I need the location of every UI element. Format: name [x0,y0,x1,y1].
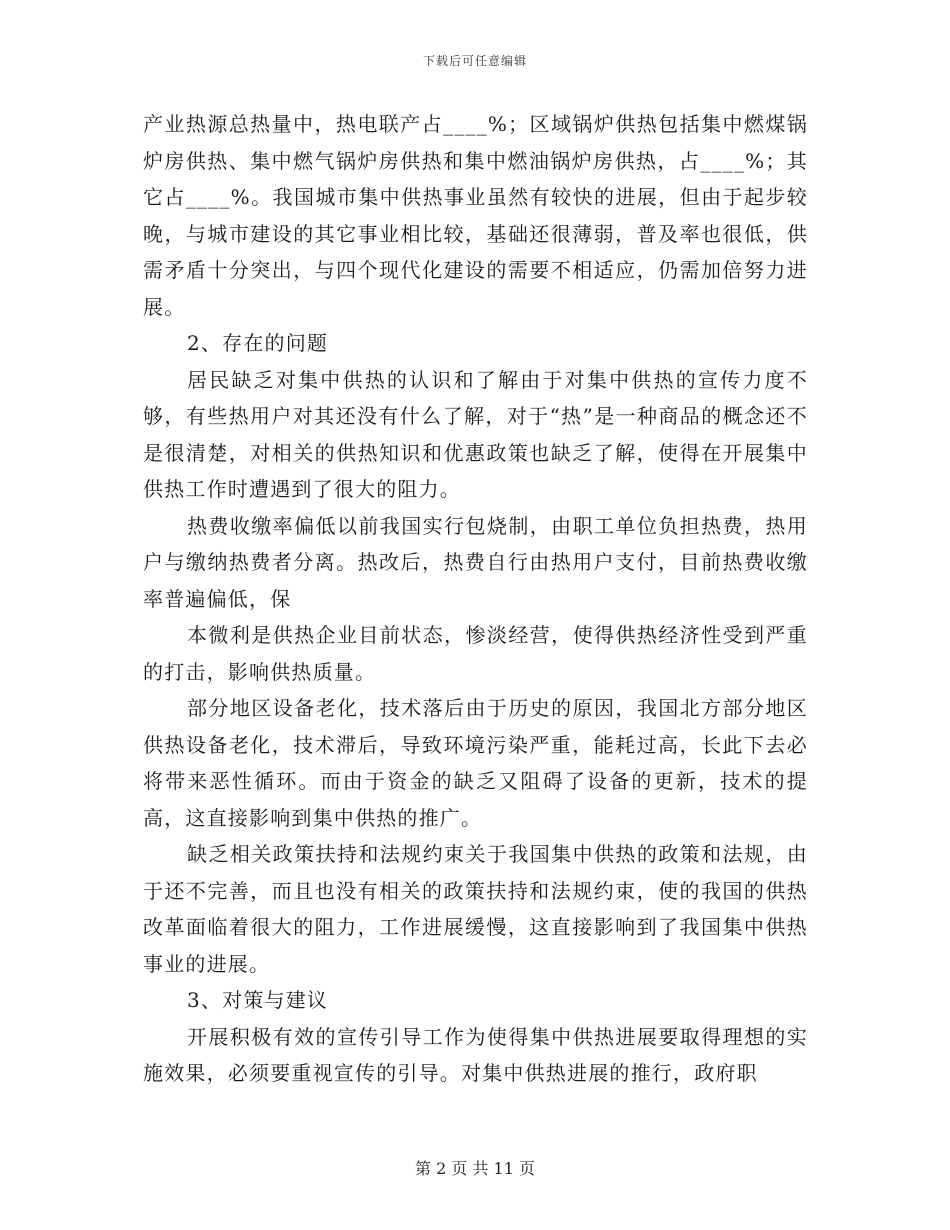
paragraph-low-profit: 本微利是供热企业目前状态，惨淡经营，使得供热经济性受到严重的打击，影响供热质量。 [143,623,808,684]
paragraph-heat-source-share: 产业热源总热量中，热电联产占____%；区域锅炉供热包括集中燃煤锅炉房供热、集中燃气锅炉房供热和集中燃油锅炉房供热，占____%；其它占____%。我国城市集中供热事业虽然有较快的进展，但由于起步较晚，与城市建设的其它事业相比较，基础还很薄弱，普及率也很低，供需矛盾十分突出，与四个现代化建设的需要不相适应，仍需加倍努力进展。 [143,112,808,319]
section-heading-countermeasures: 3、对策与建议 [187,988,329,1012]
page-number: 第 2 页 共 11 页 [415,1159,535,1178]
document-body [143,106,808,1092]
paragraph-publicity: 开展积极有效的宣传引导工作为使得集中供热进展要取得理想的实施效果，必须要重视宣传的引导。对集中供热进展的推行，政府职 [143,1024,808,1085]
page-header: 下载后可任意编辑 [422,54,527,68]
section-heading-problems: 2、存在的问题 [187,331,329,355]
paragraph-fee-collection: 热费收缴率偏低以前我国实行包烧制，由职工单位负担热费，热用户与缴纳热费者分离。热改后，热费自行由热用户支付，目前热费收缴率普遍偏低，保 [143,513,808,611]
paragraph-resident-awareness: 居民缺乏对集中供热的认识和了解由于对集中供热的宣传力度不够，有些热用户对其还没有什么了解，对于“热”是一种商品的概念还不是很清楚，对相关的供热知识和优惠政策也缺乏了解，使得在开展集中供热工作时遭遇到了很大的阻力。 [143,367,808,501]
paragraph-policy-lack: 缺乏相关政策扶持和法规约束关于我国集中供热的政策和法规，由于还不完善，而且也没有相关的政策扶持和法规约束，使的我国的供热改革面临着很大的阻力，工作进展缓慢，这直接影响到了我国集中供热事业的进展。 [143,842,808,976]
paragraph-aging-equipment: 部分地区设备老化，技术落后由于历史的原因，我国北方部分地区供热设备老化，技术滞后，导致环境污染严重，能耗过高，长此下去必将带来恶性循环。而由于资金的缺乏又阻碍了设备的更新，技术的提高，这直接影响到集中供热的推广。 [143,696,808,830]
